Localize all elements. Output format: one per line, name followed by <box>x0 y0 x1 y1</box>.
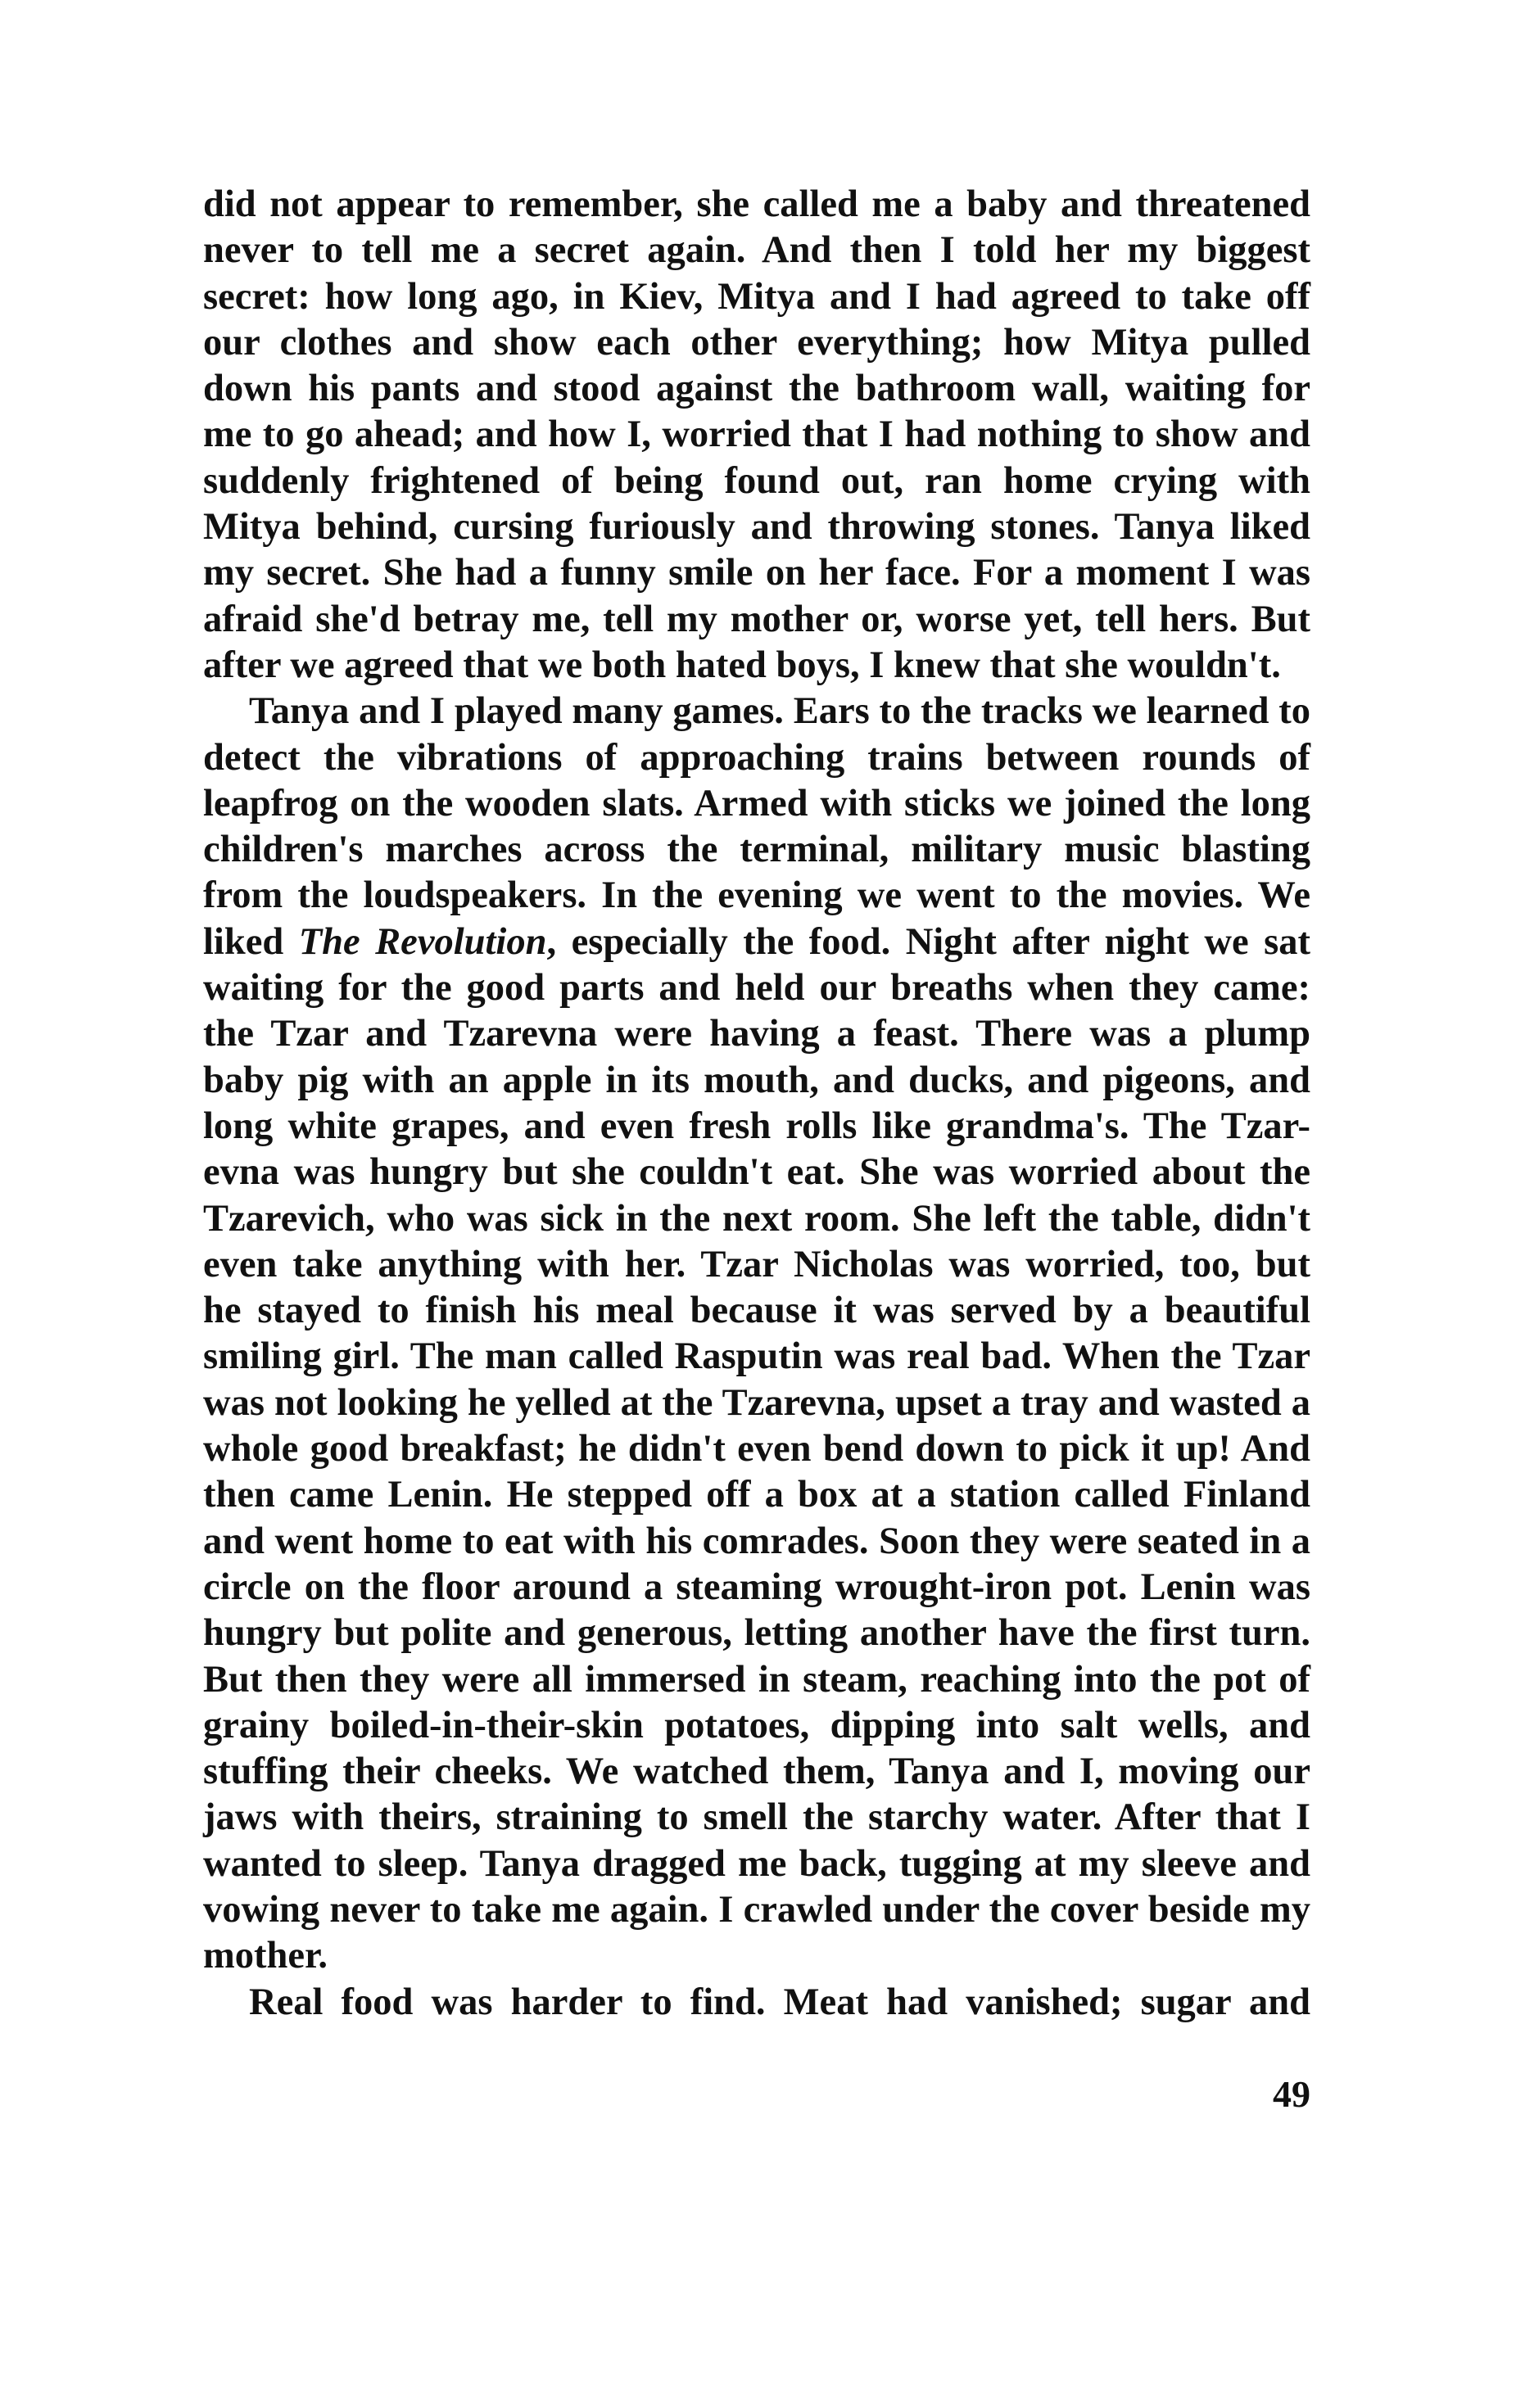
page-number: 49 <box>1273 2073 1310 2115</box>
text-line: from the loudspeakers. In the evening we went to the movies. We <box>203 874 1310 917</box>
text-line: Tzarevich, who was sick in the next room. She left the table, didn't <box>203 1197 1310 1240</box>
text-line: children's marches across the terminal, military music blasting <box>203 829 1310 871</box>
text-fragment: liked <box>203 920 299 963</box>
text-line: long white grapes, and even fresh rolls like grandma's. The Tzar- <box>203 1105 1310 1147</box>
text-line: he stayed to finish his meal because it was served by a beautiful <box>203 1290 1310 1332</box>
text-line: Mitya behind, cursing furiously and throwing stones. Tanya liked <box>203 506 1310 549</box>
text-line: leapfrog on the wooden slats. Armed with sticks we joined the long <box>203 782 1310 825</box>
text-line: our clothes and show each other everything; how Mitya pulled <box>203 321 1310 364</box>
body-text <box>203 182 1310 2026</box>
text-line: circle on the floor around a steaming wrought-iron pot. Lenin was <box>203 1565 1310 1608</box>
text-fragment: , especially the food. Night after night we sat <box>546 920 1310 963</box>
text-line: hungry but polite and generous, letting another have the first turn. <box>203 1612 1310 1655</box>
text-line: Tanya and I played many games. Ears to the tracks we learned to <box>249 690 1310 733</box>
text-line: did not appear to remember, she called me a baby and threatened <box>203 183 1310 225</box>
text-line: secret: how long ago, in Kiev, Mitya and I had agreed to take off <box>203 275 1310 318</box>
text-line: vowing never to take me again. I crawled under the cover beside my <box>203 1888 1310 1931</box>
text-line: after we agreed that we both hated boys, I knew that she wouldn't. <box>203 644 1281 686</box>
text-line: afraid she'd betray me, tell my mother or, worse yet, tell hers. But <box>203 598 1310 640</box>
paragraph-3 <box>203 1980 1310 2026</box>
text-line: jaws with theirs, straining to smell the starchy water. After that I <box>203 1796 1310 1839</box>
text-line: baby pig with an apple in its mouth, and ducks, and pigeons, and <box>203 1059 1310 1101</box>
text-line: even take anything with her. Tzar Nicholas was worried, too, but <box>203 1243 1310 1285</box>
text-line: mother. <box>203 1935 328 1977</box>
text-line: Real food was harder to find. Meat had vanished; sugar and <box>249 1981 1310 2023</box>
text-line: waiting for the good parts and held our breaths when they came: <box>203 967 1310 1010</box>
text-line: detect the vibrations of approaching trains between rounds of <box>203 736 1310 779</box>
text-line: evna was hungry but she couldn't eat. She was worried about the <box>203 1151 1310 1194</box>
text-line: and went home to eat with his comrades. Soon they were seated in a <box>203 1520 1310 1562</box>
text-line: my secret. She had a funny smile on her face. For a moment I was <box>203 552 1310 594</box>
text-line: was not looking he yelled at the Tzarevna, upset a tray and wasted a <box>203 1381 1310 1424</box>
text-line: But then they were all immersed in steam, reaching into the pot of <box>203 1658 1310 1701</box>
film-title: The Revolution <box>298 920 547 963</box>
text-line: down his pants and stood against the bathroom wall, waiting for <box>203 368 1310 410</box>
text-line: grainy boiled-in-their-skin potatoes, dipping into salt wells, and <box>203 1704 1310 1746</box>
paragraph-1 <box>203 182 1310 689</box>
text-line: me to go ahead; and how I, worried that I had nothing to show and <box>203 413 1310 456</box>
text-line: never to tell me a secret again. And then I told her my biggest <box>203 229 1310 272</box>
text-line: whole good breakfast; he didn't even bend down to pick it up! And <box>203 1428 1310 1471</box>
paragraph-2 <box>203 689 1310 1979</box>
text-line: smiling girl. The man called Rasputin was real bad. When the Tzar <box>203 1335 1310 1378</box>
text-line: wanted to sleep. Tanya dragged me back, tugging at my sleeve and <box>203 1842 1310 1885</box>
text-line: then came Lenin. He stepped off a box at a station called Finland <box>203 1474 1310 1516</box>
text-line-with-title <box>203 919 1310 965</box>
text-line: suddenly frightened of being found out, ran home crying with <box>203 459 1310 502</box>
text-line: the Tzar and Tzarevna were having a feast. There was a plump <box>203 1013 1310 1055</box>
text-line: stuffing their cheeks. We watched them, Tanya and I, moving our <box>203 1751 1310 1793</box>
